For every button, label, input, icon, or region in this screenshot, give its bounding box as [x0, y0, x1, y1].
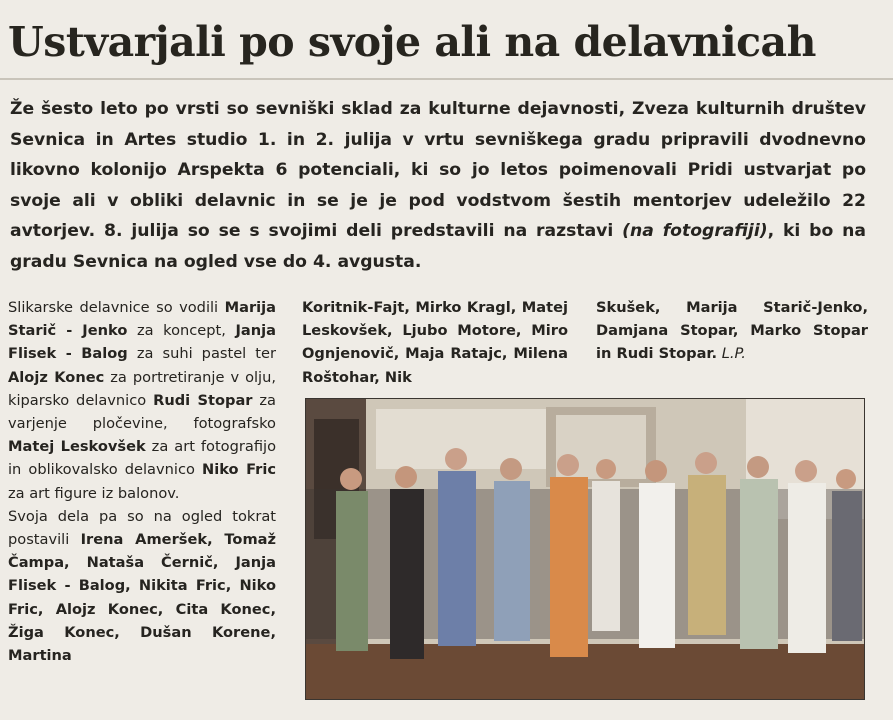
paragraph-workshops	[8, 296, 276, 505]
exhibitor-names: Koritnik-Fajt, Mirko Kragl, Matej Leskovšek, Ljubo Motore, Miro Ognjenovič, Maja Ratajc, Milena Roštohar, Nik	[302, 299, 568, 386]
mentor-name: Matej Leskovšek	[8, 438, 146, 456]
mentor-name: Janja Flisek - Balog	[8, 322, 276, 363]
body-text: za portretiranje v olju, kiparsko delavnico	[8, 368, 277, 409]
exhibitor-names: Irena Ameršek, Tomaž Čampa, Nataša Černič, Janja Flisek - Balog, Nikita Fric, Niko Fric, Alojz Konec, Cita Konec, Žiga Konec, Dušan Korene, Martina	[8, 531, 276, 665]
article-headline: Ustvarjali po svoje ali na delavnicah	[8, 18, 816, 66]
body-column-3	[596, 296, 868, 366]
paragraph-exhibitors	[8, 505, 276, 667]
paragraph-exhibitors-continued	[302, 296, 568, 389]
article-lead	[10, 94, 866, 277]
exhibitor-names: Skušek, Marija Starič-Jenko, Damjana Stopar, Marko Stopar in Rudi Stopar.	[596, 299, 868, 363]
body-text: za suhi pastel ter	[127, 345, 276, 363]
lead-photo-reference: (na fotografiji)	[622, 221, 768, 241]
body-column-2	[302, 296, 568, 389]
body-column-1	[8, 296, 276, 667]
body-text: Svoja dela pa so na ogled tokrat postavili	[8, 507, 276, 549]
body-text: za art figure iz balonov.	[8, 484, 180, 502]
crowd-illustration	[306, 399, 864, 699]
author-signature: L.P.	[721, 345, 746, 363]
body-text: za varjenje pločevine, fotografsko	[8, 391, 276, 433]
mentor-name: Marija Starič - Jenko	[8, 299, 276, 340]
body-text: Slikarske delavnice so vodili	[8, 299, 225, 316]
lead-text: Že šesto leto po vrsti so sevniški sklad za kulturne dejavnosti, Zveza kulturnih društev Sevnica in Artes studio 1. in 2. julija v vrtu sevniškega gradu pripravili dvodnevno likovno kolonijo Arspekta 6 potenciali, ki so jo letos poimenovali Pridi ustvarjat po svoje ali v obliki delavnic in se je je pod vodstvom šestih mentorjev udeležilo 22 avtorjev. 8. julija so se s svojimi deli predstavili na razstavi	[10, 99, 866, 241]
body-text: za art fotografijo in oblikovalsko delavnico	[8, 438, 276, 479]
mentor-name: Rudi Stopar	[153, 391, 253, 409]
body-text: za koncept,	[127, 322, 236, 340]
mentor-name: Alojz Konec	[8, 368, 105, 386]
lead-text-end: , ki bo na gradu Sevnica na ogled vse do 4. avgusta.	[10, 221, 866, 272]
exhibition-photo	[305, 398, 865, 700]
mentor-name: Niko Fric	[202, 461, 276, 479]
headline-divider	[0, 78, 893, 80]
paragraph-exhibitors-end	[596, 296, 868, 366]
